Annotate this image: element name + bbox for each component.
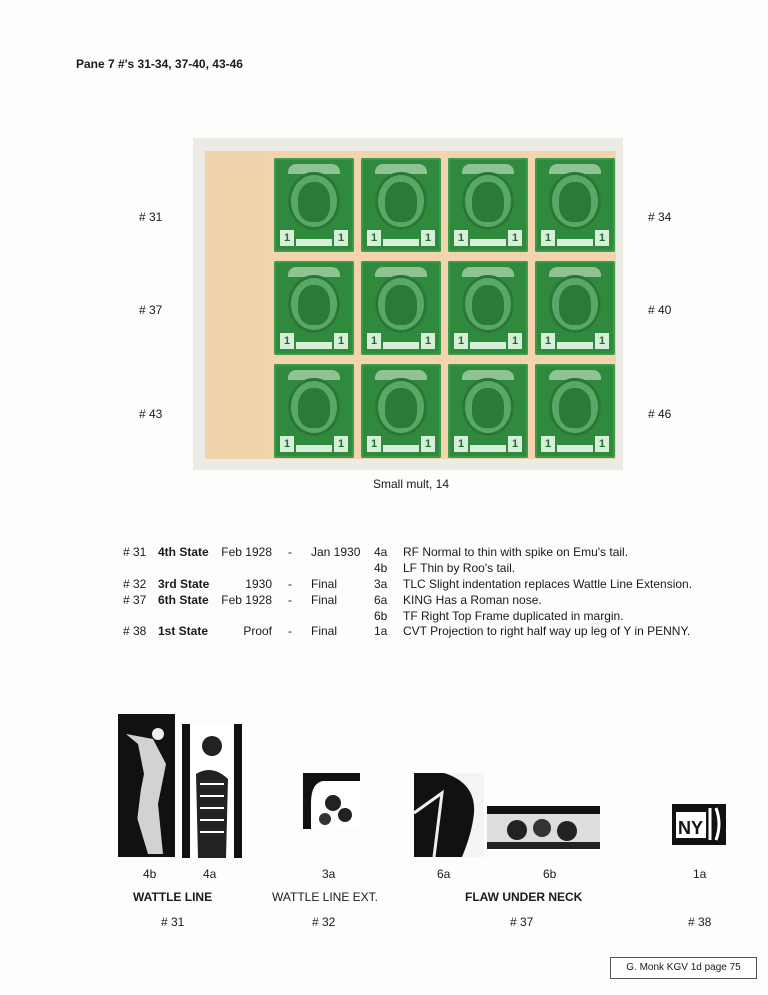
king-head-icon (472, 182, 504, 222)
stamp-postage-band (296, 342, 332, 349)
stamp (361, 261, 441, 355)
label-37: # 37 (139, 303, 163, 317)
stamp-value-left: 1 (454, 436, 468, 452)
stamp-value-left: 1 (280, 436, 294, 452)
row-code: 6a (374, 593, 388, 607)
stamp-postage-band (470, 445, 506, 452)
row-dash: - (288, 577, 292, 591)
stamp-postage-band (383, 239, 419, 246)
row-state: 1st State (158, 624, 209, 638)
row-end: Final (311, 593, 338, 607)
stamp-postage-band (557, 445, 593, 452)
group-title-wattle-line: WATTLE LINE (133, 890, 213, 904)
stamp-postage-band (470, 342, 506, 349)
wattle-corner-icon (303, 773, 360, 829)
row-date: Proof (243, 624, 272, 638)
row-date: Feb 1928 (221, 593, 272, 607)
table-row (0, 561, 768, 576)
row-description: TF Right Top Frame duplicated in margin. (403, 609, 624, 623)
page-title: Pane 7 #'s 31-34, 37-40, 43-46 (76, 57, 243, 71)
row-state: 3rd State (158, 577, 210, 591)
stamp (448, 158, 528, 252)
group-title-flaw-under-neck: FLAW UNDER NECK (465, 890, 583, 904)
row-end: Final (311, 577, 338, 591)
stamp (535, 261, 615, 355)
stamp-postage-band (557, 239, 593, 246)
stamp-value-left: 1 (280, 230, 294, 246)
stamp-value-right: 1 (595, 230, 609, 246)
flaw-label-4b: 4b (143, 867, 157, 881)
stamp-value-right: 1 (508, 230, 522, 246)
stamp-value-left: 1 (541, 333, 555, 349)
stamp-value-right: 1 (334, 436, 348, 452)
stamp-value-right: 1 (421, 333, 435, 349)
stamp-value-right: 1 (334, 230, 348, 246)
stamp-postage-band (383, 445, 419, 452)
group-title-wattle-line-ext: WATTLE LINE EXT. (272, 890, 379, 904)
row-end: Final (311, 624, 338, 638)
label-31: # 31 (139, 210, 163, 224)
stamp-postage-band (296, 445, 332, 452)
row-code: 4a (374, 545, 388, 559)
stamp-postage-band (470, 239, 506, 246)
flaw-label-6a: 6a (437, 867, 451, 881)
stamp-value-right: 1 (508, 333, 522, 349)
ny-text: NY (678, 818, 704, 838)
row-code: 4b (374, 561, 388, 575)
stamp-value-right: 1 (508, 436, 522, 452)
row-description: CVT Projection to right half way up leg of Y in PENNY. (403, 624, 691, 638)
stamp (274, 158, 354, 252)
row-date: Feb 1928 (221, 545, 272, 559)
label-34: # 34 (648, 210, 672, 224)
king-nose-icon (414, 773, 484, 857)
row-dash: - (288, 624, 292, 638)
label-46: # 46 (648, 407, 672, 421)
stamp (274, 261, 354, 355)
stamp-value-right: 1 (595, 333, 609, 349)
stamp (448, 261, 528, 355)
flaw-image-6b (487, 806, 600, 849)
flaw-image-4b (118, 714, 175, 857)
flaw-label-4a: 4a (203, 867, 217, 881)
kangaroo-detail-icon (118, 714, 175, 857)
row-description: TLC Slight indentation replaces Wattle Line Extension. (403, 577, 693, 591)
row-description: RF Normal to thin with spike on Emu's tail. (403, 545, 629, 559)
group-num-38: # 38 (688, 915, 712, 929)
row-state: 6th State (158, 593, 209, 607)
stamp-value-left: 1 (454, 333, 468, 349)
row-number: # 32 (123, 577, 147, 591)
row-description: KING Has a Roman nose. (403, 593, 542, 607)
row-number: # 31 (123, 545, 147, 559)
table-row (0, 545, 768, 560)
row-end: Jan 1930 (311, 545, 361, 559)
row-code: 6b (374, 609, 388, 623)
flaw-image-1a (672, 804, 726, 845)
stamp-value-left: 1 (541, 230, 555, 246)
stamp-postage-band (296, 239, 332, 246)
label-40: # 40 (648, 303, 672, 317)
stamp-value-right: 1 (421, 436, 435, 452)
king-head-icon (298, 182, 330, 222)
flaw-label-1a: 1a (693, 867, 707, 881)
king-head-icon (559, 388, 591, 428)
row-date: 1930 (245, 577, 272, 591)
stamp-value-left: 1 (367, 333, 381, 349)
stamp (448, 364, 528, 458)
selvage-margin (205, 151, 270, 459)
ny-penny-icon (672, 804, 726, 845)
row-dash: - (288, 593, 292, 607)
stamp (361, 158, 441, 252)
stamp (274, 364, 354, 458)
stamp-postage-band (383, 342, 419, 349)
stamp (535, 364, 615, 458)
king-head-icon (559, 182, 591, 222)
stamp-value-left: 1 (367, 230, 381, 246)
flaw-label-3a: 3a (322, 867, 336, 881)
stamp-value-right: 1 (595, 436, 609, 452)
emu-detail-icon (182, 724, 242, 858)
stamp-value-left: 1 (280, 333, 294, 349)
king-head-icon (298, 285, 330, 325)
king-head-icon (472, 285, 504, 325)
stamp-postage-band (557, 342, 593, 349)
king-head-icon (298, 388, 330, 428)
row-dash: - (288, 545, 292, 559)
king-head-icon (385, 388, 417, 428)
king-head-icon (385, 182, 417, 222)
top-frame-flaw-icon (487, 806, 600, 849)
page-footer: G. Monk KGV 1d page 75 (610, 957, 757, 979)
stamp (535, 158, 615, 252)
flaw-image-4a (182, 724, 242, 858)
row-number: # 38 (123, 624, 147, 638)
stamp-value-left: 1 (367, 436, 381, 452)
table-row (0, 624, 768, 639)
stamp-value-right: 1 (421, 230, 435, 246)
row-code: 3a (374, 577, 388, 591)
label-43: # 43 (139, 407, 163, 421)
row-state: 4th State (158, 545, 209, 559)
table-row (0, 609, 768, 624)
flaw-image-6a (414, 773, 484, 857)
group-num-31: # 31 (161, 915, 185, 929)
group-num-37: # 37 (510, 915, 534, 929)
king-head-icon (559, 285, 591, 325)
king-head-icon (472, 388, 504, 428)
king-head-icon (385, 285, 417, 325)
row-description: LF Thin by Roo's tail. (403, 561, 516, 575)
table-row (0, 593, 768, 608)
stamp-value-left: 1 (541, 436, 555, 452)
row-number: # 37 (123, 593, 147, 607)
table-row (0, 577, 768, 592)
stamp (361, 364, 441, 458)
flaw-image-3a (303, 773, 360, 829)
group-num-32: # 32 (312, 915, 336, 929)
block-caption: Small mult, 14 (373, 477, 450, 491)
stamp-value-right: 1 (334, 333, 348, 349)
row-code: 1a (374, 624, 388, 638)
stamp-value-left: 1 (454, 230, 468, 246)
flaw-label-6b: 6b (543, 867, 557, 881)
